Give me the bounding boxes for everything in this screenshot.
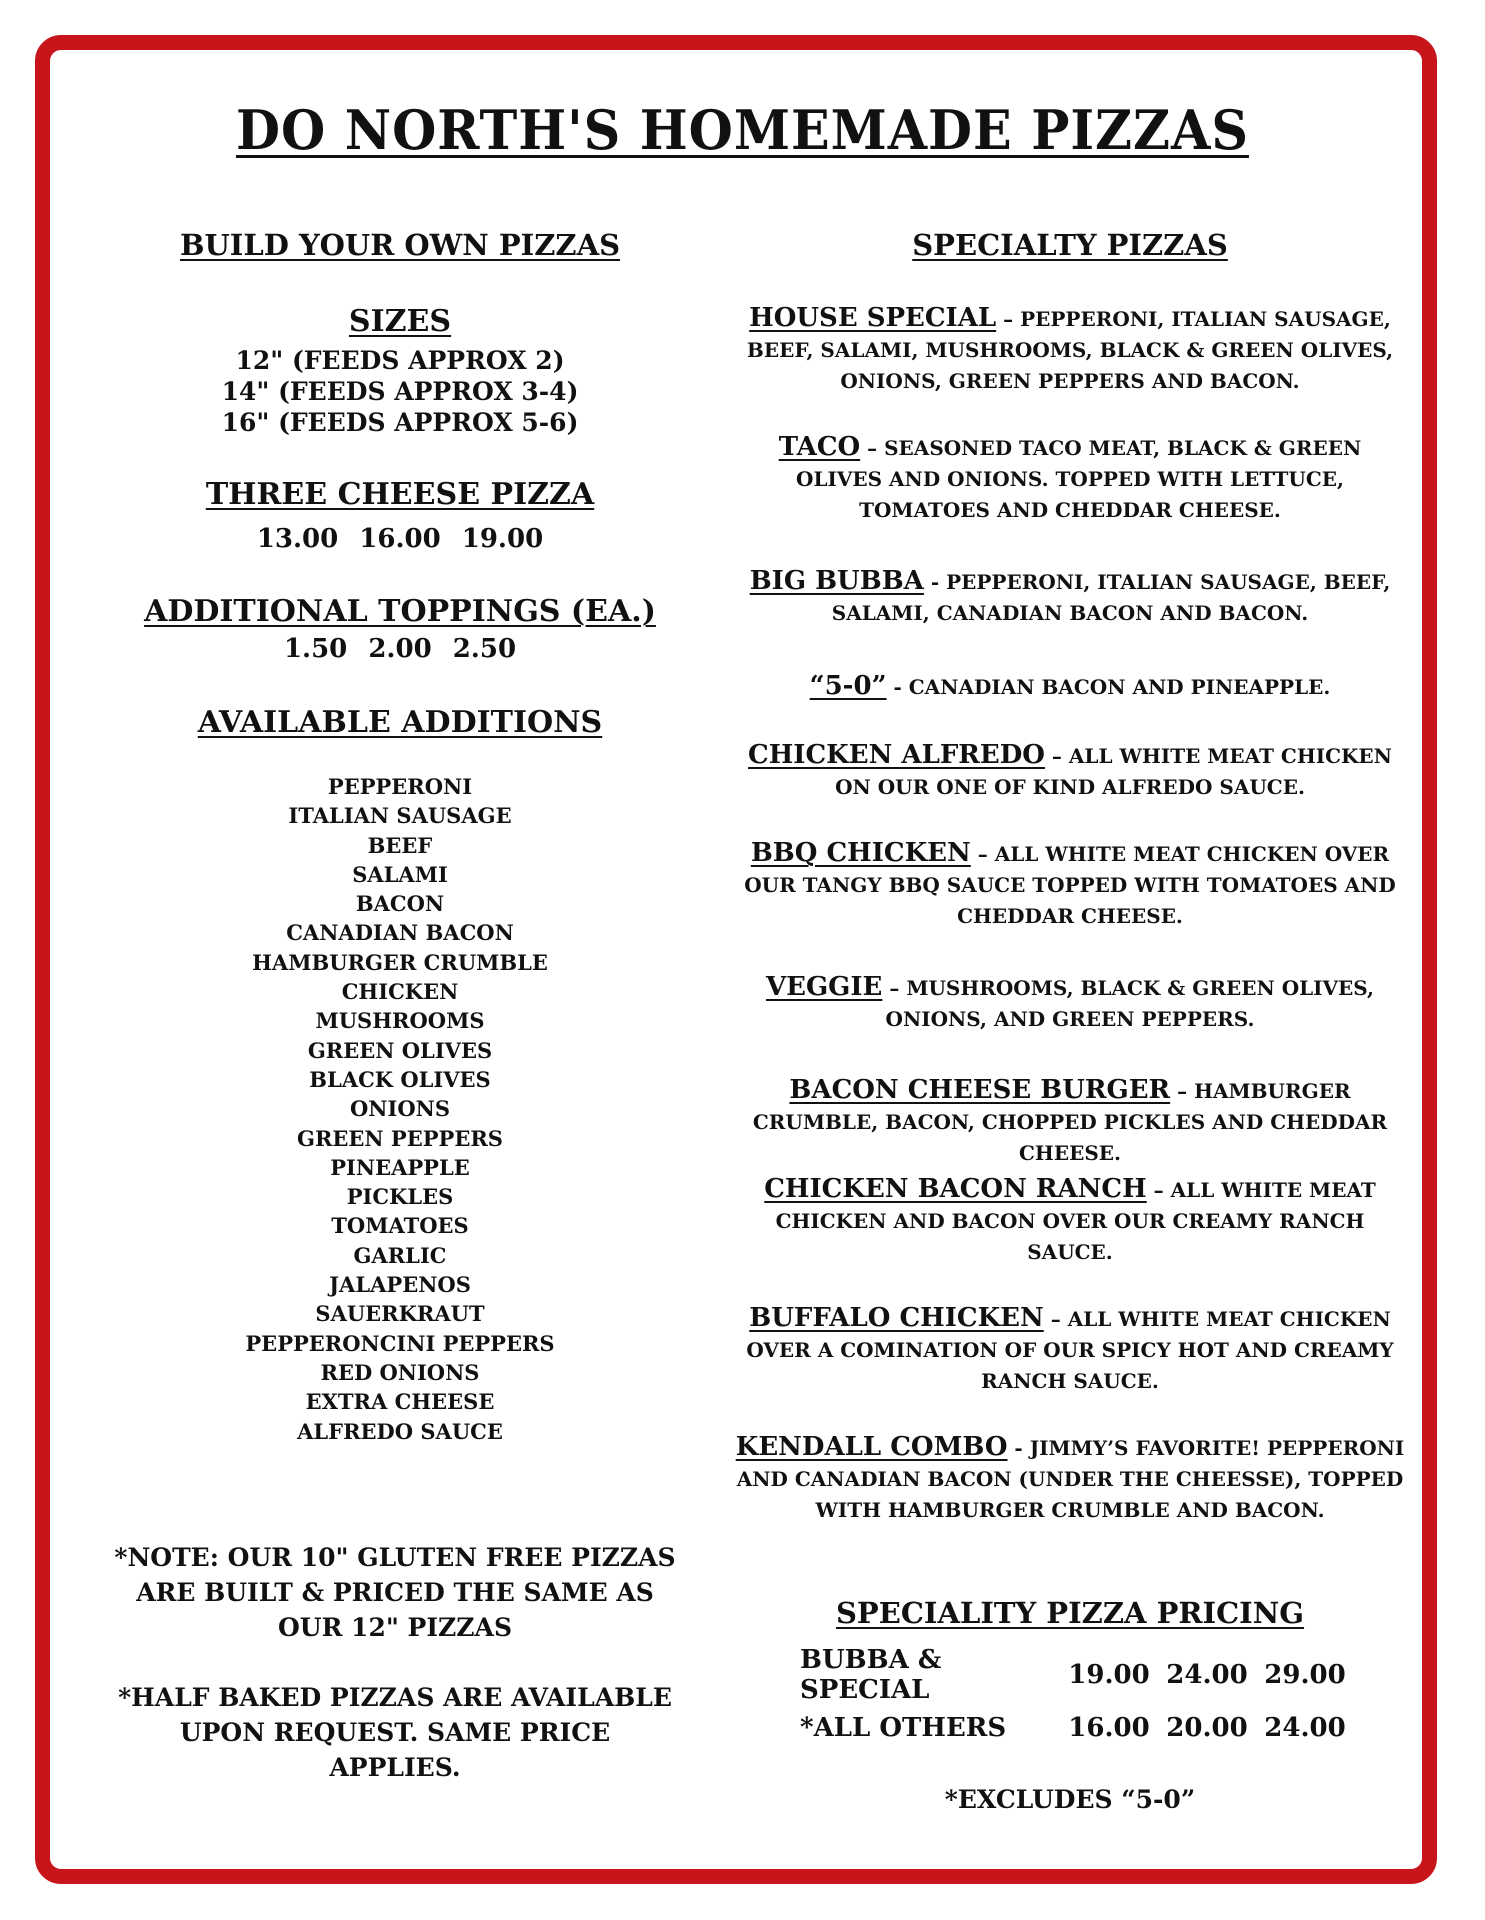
size-item: 16" (FEEDS APPROX 5-6) (221, 408, 579, 437)
specialty-item (735, 740, 1405, 803)
specialty-item-separator: – (1146, 1178, 1171, 1202)
addition-item: RED ONIONS (320, 1359, 480, 1385)
addition-item: GREEN PEPPERS (297, 1125, 503, 1151)
specialty-item-description: ALL WHITE MEAT CHICKEN ON OUR ONE OF KIND ALFREDO SAUCE. (835, 744, 1392, 799)
specialty-item-description: JIMMY’S FAVORITE! PEPPERONI AND CANADIAN BACON (UNDER THE CHEESSE), TOPPED WITH HAMBURGER CRUMBLE AND BACON. (736, 1436, 1405, 1522)
addition-item: SAUERKRAUT (315, 1301, 485, 1327)
addition-item: PEPPERONI (327, 774, 473, 799)
specialty-item-description: MUSHROOMS, BLACK & GREEN OLIVES, ONIONS, AND GREEN PEPPERS. (885, 976, 1374, 1031)
three-cheese-heading: THREE CHEESE PIZZA (205, 477, 595, 512)
specialty-item-description: ALL WHITE MEAT CHICKEN AND BACON OVER OUR CREAMY RANCH SAUCE. (775, 1178, 1376, 1264)
specialty-item-name: TACO (778, 432, 861, 462)
specialty-item (735, 838, 1405, 932)
specialty-item (735, 566, 1405, 629)
pricing-table (800, 1644, 1354, 1754)
size-item: 12" (FEEDS APPROX 2) (235, 346, 565, 375)
addition-item: BACON (355, 891, 445, 917)
addition-item: ONIONS (350, 1096, 450, 1122)
addition-item: HAMBURGER CRUMBLE (252, 949, 548, 975)
specialty-item-name: KENDALL COMBO (735, 1432, 1008, 1462)
specialty-item (735, 1303, 1405, 1397)
specialty-item-name: CHICKEN BACON RANCH (764, 1174, 1147, 1204)
specialty-item-separator: - (1007, 1436, 1030, 1460)
addition-item: BLACK OLIVES (309, 1066, 491, 1092)
specialty-item-name: HOUSE SPECIAL (749, 303, 997, 333)
addition-item: SALAMI (352, 861, 448, 887)
build-your-own-heading: BUILD YOUR OWN PIZZAS (179, 228, 621, 262)
addition-item: ALFREDO SAUCE (297, 1418, 503, 1444)
addition-item: GARLIC (353, 1242, 447, 1268)
price-16: 24.00 (1264, 1712, 1346, 1743)
sizes-heading: SIZES (348, 304, 452, 339)
price-12: 19.00 (1068, 1659, 1150, 1690)
speciality-pricing-heading: SPECIALITY PIZZA PRICING (835, 1596, 1305, 1630)
specialty-item-name: BBQ CHICKEN (750, 838, 971, 868)
specialty-item-separator: – (970, 842, 995, 866)
specialty-item-separator: - (886, 675, 909, 699)
size-item: 14" (FEEDS APPROX 3-4) (221, 377, 579, 406)
half-baked-note: *HALF BAKED PIZZAS ARE AVAILABLE UPON REQUEST. SAME PRICE APPLIES. (118, 1683, 672, 1782)
price-16: 29.00 (1264, 1659, 1346, 1690)
specialty-item-separator: – (860, 436, 885, 460)
specialty-item-name: “5-0” (809, 671, 887, 701)
addition-item: GREEN OLIVES (307, 1037, 493, 1063)
specialty-item-description: HAMBURGER CRUMBLE, BACON, CHOPPED PICKLES AND CHEDDAR CHEESE. (752, 1079, 1388, 1165)
pricing-label: BUBBA & SPECIAL (800, 1644, 942, 1705)
specialty-item-description: CANADIAN BACON AND PINEAPPLE. (908, 675, 1331, 699)
specialty-item-separator: – (882, 976, 907, 1000)
menu-title: DO NORTH'S HOMEMADE PIZZAS (236, 98, 1249, 162)
specialty-item (735, 432, 1405, 526)
addition-item: MUSHROOMS (315, 1008, 485, 1034)
specialty-item-description: ALL WHITE MEAT CHICKEN OVER A COMINATION OF OUR SPICY HOT AND CREAMY RANCH SAUCE. (746, 1307, 1394, 1393)
specialty-item-name: VEGGIE (765, 972, 883, 1002)
addition-item: TOMATOES (331, 1213, 469, 1239)
specialty-item (735, 303, 1405, 397)
additional-toppings-prices: 1.50 2.00 2.50 (283, 634, 517, 664)
specialty-item-separator: - (923, 570, 947, 594)
specialty-item (735, 972, 1405, 1035)
specialty-item-description: PEPPERONI, ITALIAN SAUSAGE, BEEF, SALAMI, MUSHROOMS, BLACK & GREEN OLIVES, ONIONS, GREEN PEPPERS AND BACON. (746, 307, 1394, 393)
addition-item: PEPPERONCINI PEPPERS (245, 1330, 555, 1356)
gluten-free-note: *NOTE: OUR 10" GLUTEN FREE PIZZAS ARE BUILT & PRICED THE SAME AS OUR 12" PIZZAS (114, 1543, 676, 1642)
pricing-row (800, 1644, 1354, 1705)
price-14: 20.00 (1166, 1712, 1248, 1743)
specialty-item (735, 1432, 1405, 1526)
addition-item: CANADIAN BACON (286, 920, 514, 946)
pricing-row (800, 1701, 1354, 1754)
additions-list (100, 772, 700, 1446)
specialty-item-description: PEPPERONI, ITALIAN SAUSAGE, BEEF, SALAMI, CANADIAN BACON AND BACON. (831, 570, 1391, 625)
specialty-item-separator: – (1044, 744, 1069, 768)
price-14: 24.00 (1166, 1659, 1248, 1690)
addition-item: BEEF (367, 832, 433, 858)
specialty-heading: SPECIALTY PIZZAS (912, 228, 1228, 262)
addition-item: EXTRA CHEESE (305, 1389, 495, 1415)
specialty-item-name: BACON CHEESE BURGER (789, 1075, 1171, 1105)
addition-item: JALAPENOS (329, 1272, 471, 1298)
specialty-item-separator: – (1170, 1079, 1195, 1103)
addition-item: ITALIAN SAUSAGE (288, 803, 512, 829)
specialty-item-separator: – (1043, 1307, 1068, 1331)
addition-item: PICKLES (346, 1184, 454, 1210)
three-cheese-prices: 13.00 16.00 19.00 (256, 524, 544, 554)
specialty-item-name: BIG BUBBA (749, 566, 924, 596)
sizes-list (100, 345, 700, 438)
addition-item: CHICKEN (341, 979, 459, 1005)
specialty-item-separator: – (996, 307, 1021, 331)
price-12: 16.00 (1068, 1712, 1150, 1743)
available-additions-heading: AVAILABLE ADDITIONS (197, 705, 603, 740)
excludes-note: *EXCLUDES “5-0” (944, 1785, 1196, 1814)
specialty-item-description: SEASONED TACO MEAT, BLACK & GREEN OLIVES AND ONIONS. TOPPED WITH LETTUCE, TOMATOES AND CHEDDAR CHEESE. (796, 436, 1362, 522)
specialty-item-description: ALL WHITE MEAT CHICKEN OVER OUR TANGY BBQ SAUCE TOPPED WITH TOMATOES AND CHEDDAR CHEESE. (744, 842, 1396, 928)
addition-item: PINEAPPLE (330, 1154, 470, 1180)
specialty-item (735, 671, 1405, 703)
additional-toppings-heading: ADDITIONAL TOPPINGS (EA.) (144, 594, 656, 629)
specialty-item-name: BUFFALO CHICKEN (749, 1303, 1044, 1333)
specialty-item-name: CHICKEN ALFREDO (748, 740, 1045, 770)
specialty-item (735, 1174, 1405, 1268)
pricing-label: *ALL OTHERS (800, 1712, 1007, 1743)
specialty-item (735, 1075, 1405, 1169)
